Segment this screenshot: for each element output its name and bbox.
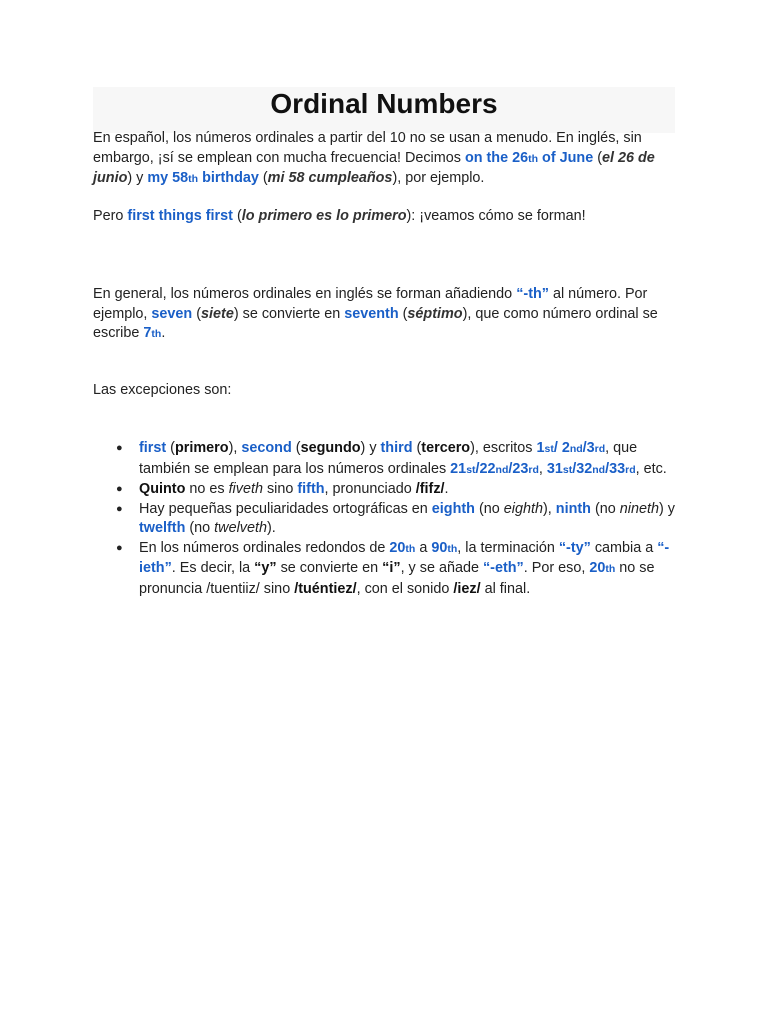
highlight-term: my 58th birthday [147, 170, 259, 186]
translation: lo primero es lo primero [241, 208, 407, 224]
highlight-term: 7th [143, 325, 162, 341]
highlight-term: seventh [344, 305, 399, 322]
page-title: Ordinal Numbers [270, 88, 498, 119]
text: En español, los números ordinales a partir del 10 no se usan a menudo. En inglés, sin embargo, ¡sí se emplean con mucha frecuencia! Decimos [93, 130, 642, 166]
list-item: ● first (primero), second (segundo) y third (tercero), escritos 1st/ 2nd/3rd, que también se emplean para los números ordinales 21st/22nd/23rd, 31st/32nd/33rd, etc. [116, 440, 667, 477]
translation: siete [201, 305, 234, 322]
bullet-icon: ● [116, 442, 123, 454]
exceptions-heading: Las excepciones son: [93, 382, 232, 398]
highlight-term: seven [151, 305, 193, 322]
bullet-icon: ● [116, 502, 123, 515]
highlight-term: first things first [127, 208, 233, 224]
list-item: ● Hay pequeñas peculiaridades ortográficas en eighth (no eighth), ninth (no nineth) y twelfth (no twelveth). [116, 500, 675, 536]
highlight-term: on the 26th of June [464, 149, 594, 166]
translation: el 26 de junio [93, 149, 655, 186]
bullet-icon: ● [116, 541, 123, 554]
highlight-term: “-th” [516, 286, 549, 302]
list-item: ● Quinto no es fiveth sino fifth, pronunciado /fifz/. [93, 480, 678, 500]
first-things-paragraph: Pero first things first (lo primero es lo primero): ¡veamos cómo se forman! [93, 208, 586, 224]
list-item: ● En los números ordinales redondos de 20th a 90th, la terminación “-ty” cambia a “-ieth”. Es decir, la “y” se convierte en “i”, y se añade “-eth”. Por eso, 20th no se pronuncia /tuentiiz/ sino /tuéntiez/, con el sonido /iez/ al final. [116, 539, 670, 597]
bullet-icon: ● [116, 483, 123, 495]
translation: séptimo [407, 305, 463, 322]
intro-paragraph: En español, los números ordinales a partir del 10 no se usan a menudo. En inglés, sin embargo, ¡sí se emplean con mucha frecuencia! Decimos on the 26th of June (el 26 de junio) y my 58th birthday (mi 58 cumpleaños), por ejemplo. [93, 130, 655, 186]
translation: mi 58 cumpleaños [267, 170, 393, 186]
general-rule-paragraph: En general, los números ordinales en inglés se forman añadiendo “-th” al número. Por ejemplo, seven (siete) se convierte en seventh (séptimo), que como número ordinal se escribe 7th. [93, 286, 658, 341]
exceptions-list [93, 439, 678, 599]
